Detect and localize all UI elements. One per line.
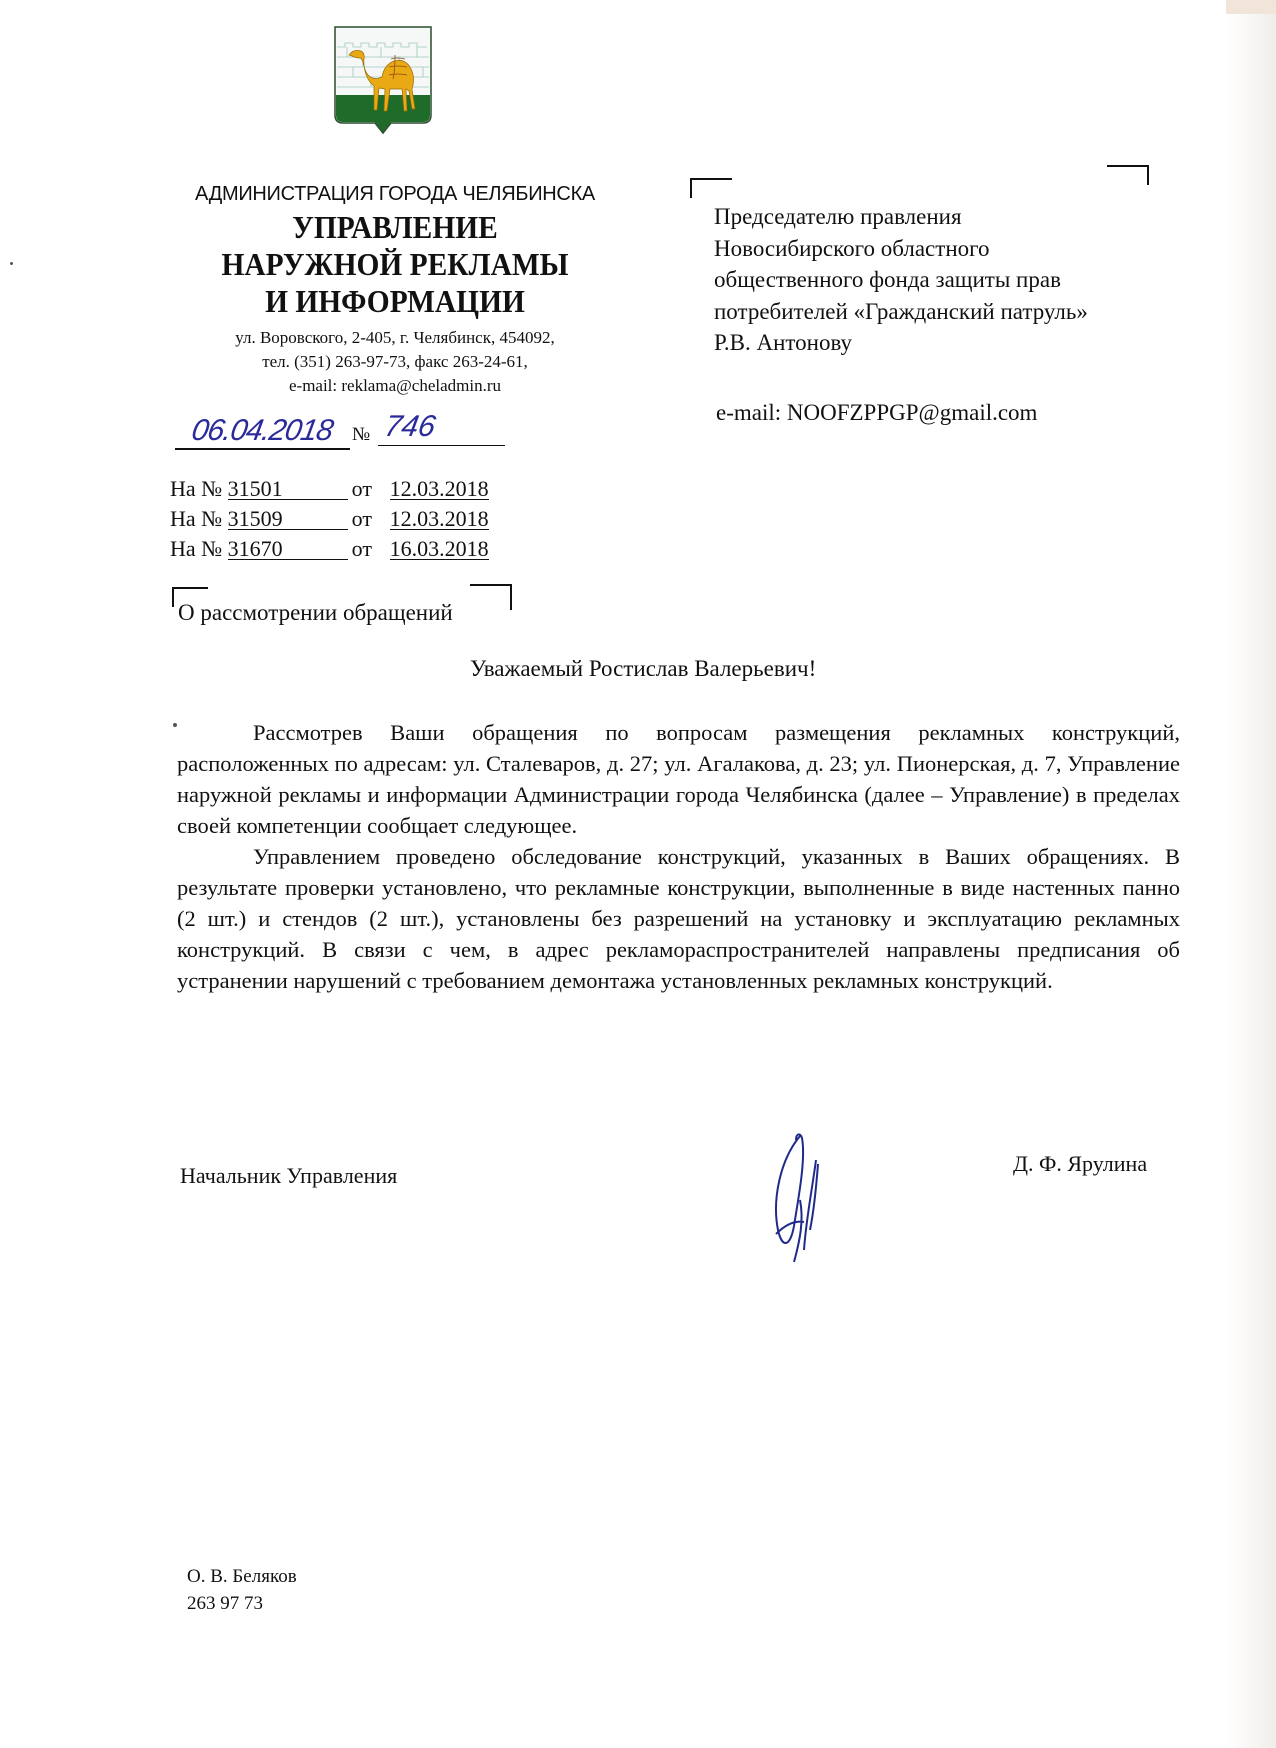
signatory-name: Д. Ф. Ярулина (1013, 1151, 1148, 1176)
department-line: НАРУЖНОЙ РЕКЛАМЫ (221, 246, 569, 282)
scan-speck (10, 262, 13, 265)
signatory-title: Начальник Управления (180, 1163, 398, 1188)
reference-number: 31670 (228, 539, 348, 560)
recipient-bracket-right (1107, 165, 1149, 185)
department-line: И ИНФОРМАЦИИ (265, 283, 525, 319)
registration-number: 746 (382, 410, 439, 443)
address-line: тел. (351) 263-97-73, факс 263-24-61, (262, 352, 528, 371)
recipient-line: потребителей «Гражданский патруль» (714, 298, 1088, 324)
registration-number-label: № (352, 424, 371, 445)
letter-subject: О рассмотрении обращений (178, 600, 453, 625)
address-line: ул. Воровского, 2-405, г. Челябинск, 454092, (235, 328, 555, 347)
recipient-line: Новосибирского областного (714, 235, 990, 261)
executor-name: О. В. Беляков (187, 1566, 297, 1587)
executor-phone: 263 97 73 (187, 1593, 263, 1614)
email-line: e-mail: reklama@cheladmin.ru (288, 376, 501, 395)
reference-number: 31509 (228, 509, 348, 530)
reference-date: 12.03.2018 (389, 476, 489, 501)
recipient-address (714, 201, 1088, 359)
number-underline (378, 445, 505, 446)
reference-list (170, 474, 489, 564)
scan-speck (173, 723, 177, 727)
reference-row (170, 474, 489, 504)
reference-from-label: от (351, 506, 372, 531)
letter-body (177, 717, 1180, 996)
reference-date: 16.03.2018 (389, 536, 489, 561)
date-underline (175, 448, 350, 450)
recipient-bracket-left (690, 178, 732, 198)
department-address (150, 326, 640, 398)
reference-from-label: от (351, 476, 372, 501)
executor-info (187, 1563, 297, 1617)
reference-number: 31501 (228, 479, 348, 500)
body-paragraph: Управлением проведено обследование конструкций, указанных в Ваших обращениях. В результате проверки установлено, что рекламные конструкции, выполненные в виде настенных панно (2 шт.) и стендов (2 шт.), установлены без разрешений на установку и эксплуатацию рекламных конструкций. В связи с чем, в адрес рекламораспространителей направлены предписания об устранении нарушений с требованием демонтажа установленных рекламных конструкций. (177, 844, 1180, 993)
reference-from-label: от (351, 536, 372, 561)
recipient-email: e-mail: NOOFZPPGP@gmail.com (716, 400, 1038, 425)
handwritten-signature-icon (760, 1130, 850, 1270)
recipient-line: Председателю правления (714, 204, 962, 229)
scan-edge-tint (1226, 0, 1276, 14)
reference-date: 12.03.2018 (389, 506, 489, 531)
reference-row (170, 504, 489, 534)
recipient-line: общественного фонда защиты прав (714, 267, 1061, 292)
department-line: УПРАВЛЕНИЕ (292, 209, 498, 245)
body-paragraph: Рассмотрев Ваши обращения по вопросам размещения рекламных конструкций, расположенных по адресам: ул. Сталеваров, д. 27; ул. Агалакова, д. 23; ул. Пионерская, д. 7, Управление наружной рекламы и информации Администрации города Челябинска (далее – Управление) в пределах своей компетенции сообщает следующее. (177, 720, 1180, 838)
registration-date: 06.04.2018 (189, 414, 336, 447)
salutation: Уважаемый Ростислав Валерьевич! (470, 656, 817, 681)
reference-prefix: На № (170, 506, 223, 531)
administration-line: АДМИНИСТРАЦИЯ ГОРОДА ЧЕЛЯБИНСКА (195, 183, 595, 205)
department-name (170, 209, 621, 320)
reference-prefix: На № (170, 536, 223, 561)
coat-of-arms-icon (333, 25, 433, 137)
scan-edge-shadow (1226, 0, 1276, 1748)
reference-prefix: На № (170, 476, 223, 501)
subject-bracket-right (470, 584, 512, 610)
recipient-name: Р.В. Антонову (714, 330, 853, 355)
reference-row (170, 534, 489, 564)
